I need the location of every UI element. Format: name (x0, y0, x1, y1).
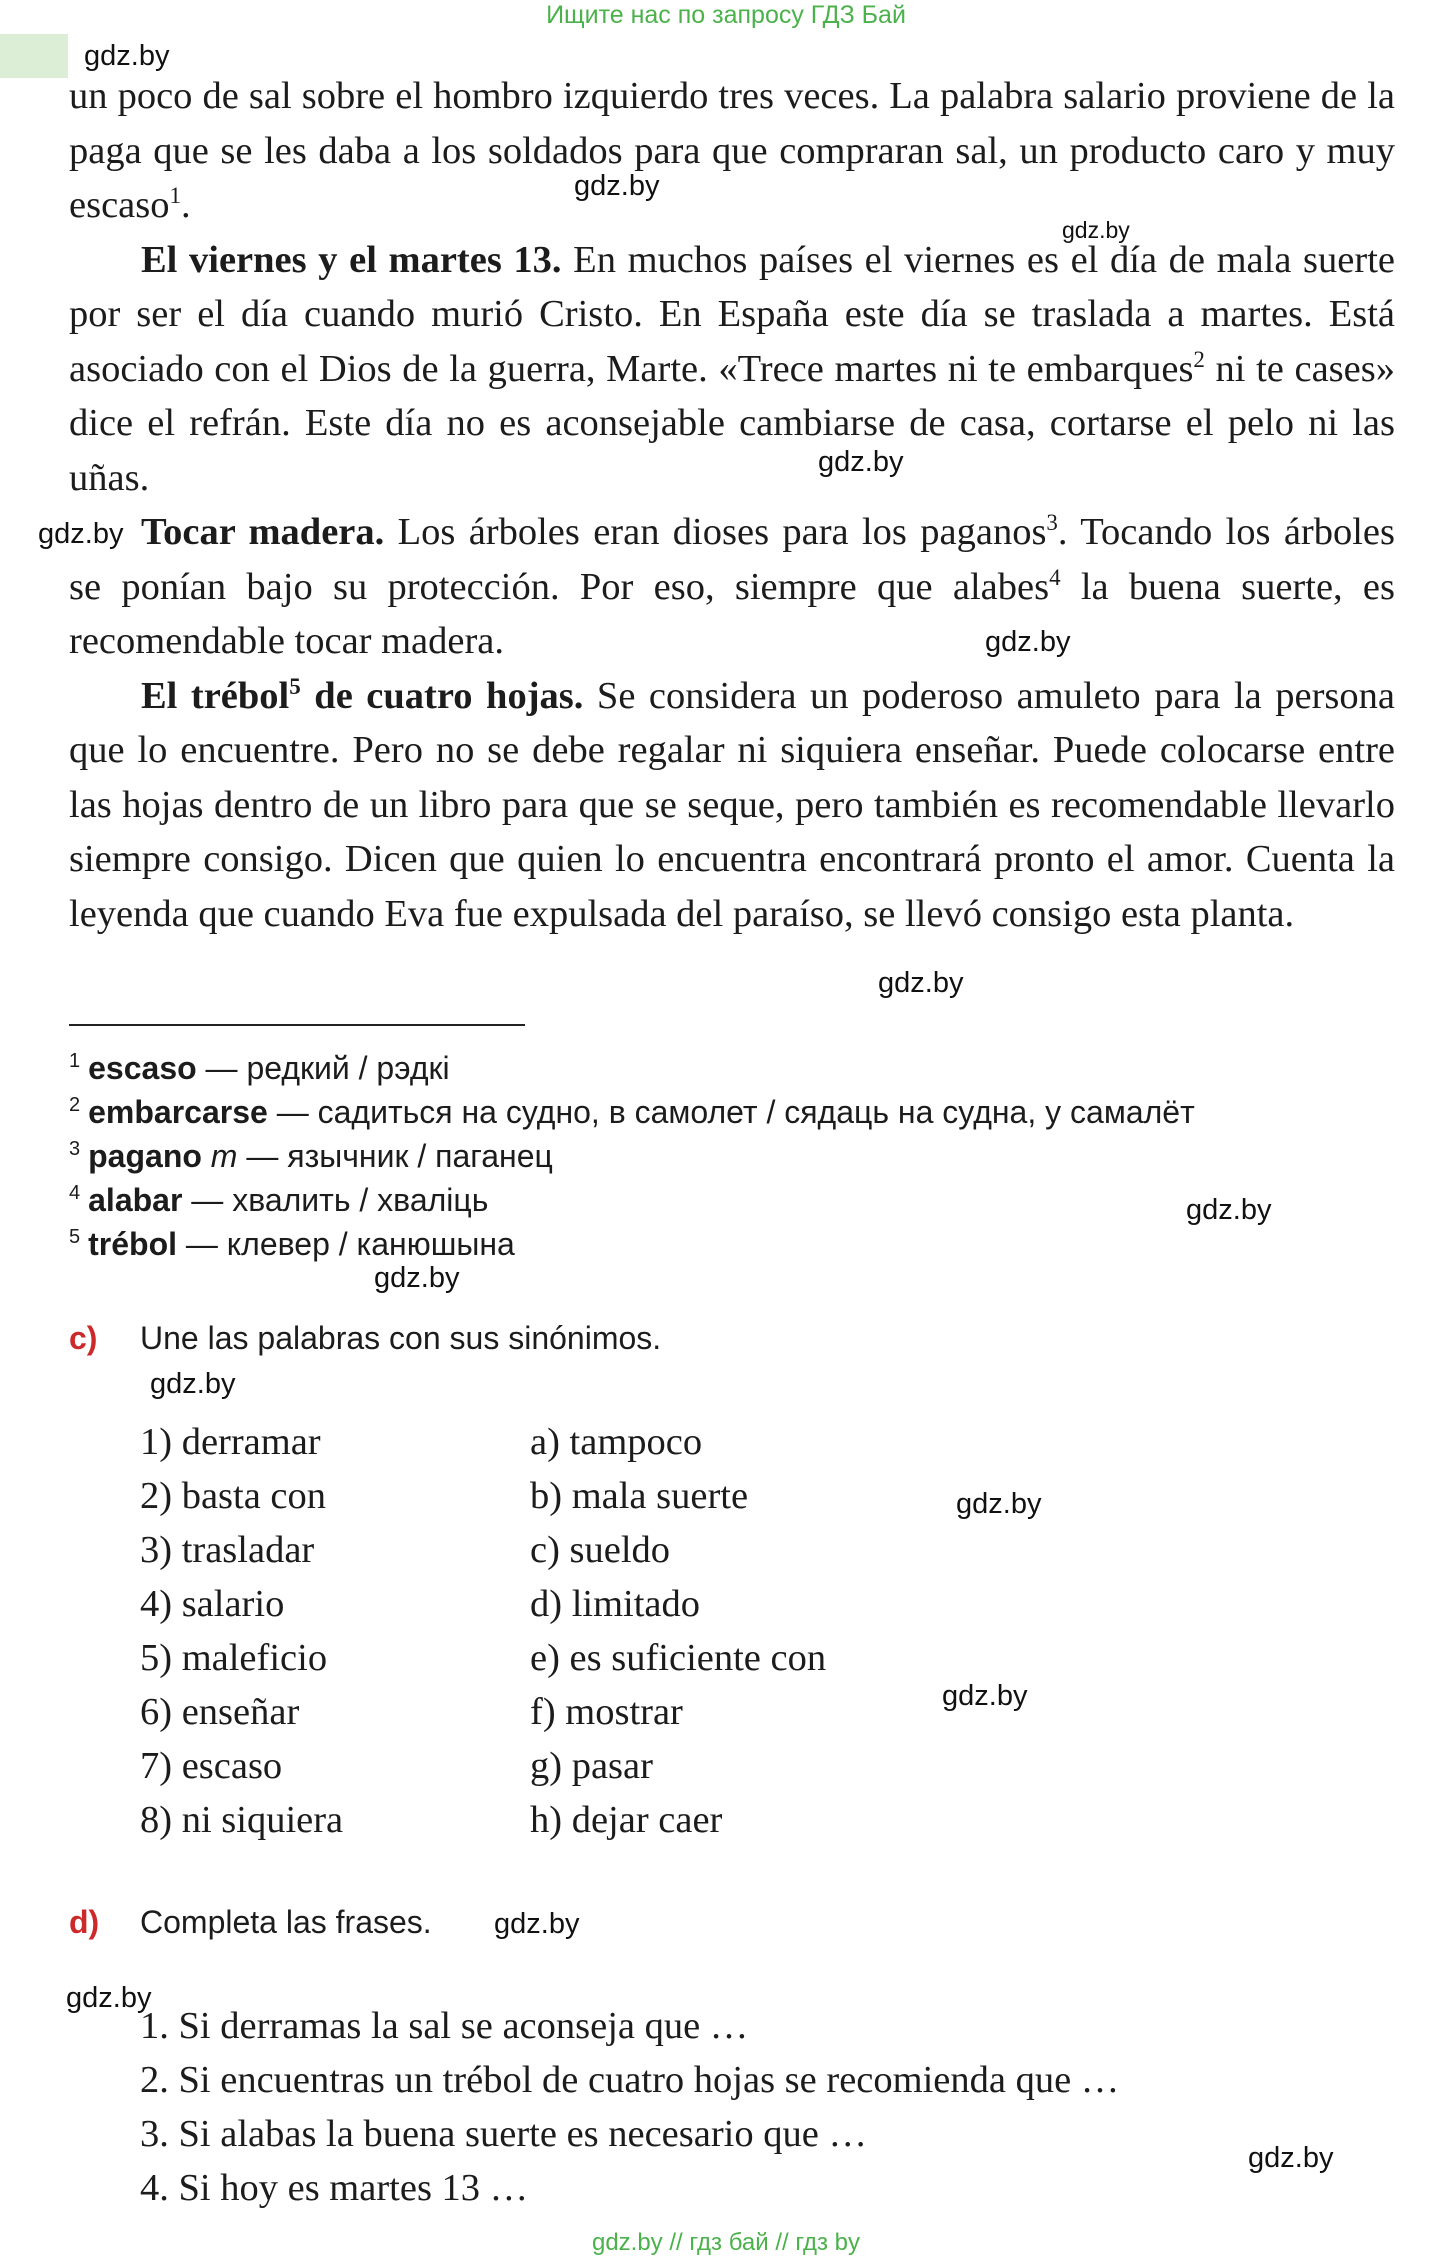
footnote-divider (69, 1024, 525, 1026)
match-left-item: 1) derramar (140, 1421, 321, 1463)
task-c-label: c) (69, 1320, 98, 1356)
match-right-item: b) mala suerte (530, 1475, 749, 1517)
bottom-banner: gdz.by // гдз бай // гдз by (591, 2229, 861, 2256)
watermark: gdz.by (1062, 217, 1130, 243)
task-c-instruction: Une las palabras con sus sinónimos. (140, 1320, 662, 1356)
match-left-item: 3) trasladar (140, 1529, 315, 1571)
paragraph-trebol: El trébol$^5$ de cuatro hojas. Se considera un poderoso amuleto para la persona que lo encuentre. Pero no se debe regalar ni siquiera enseñar. Puede colocarse entre las hojas dentro de un libro para que se seque, pero también es recomendable llevarlo siempre consigo. Dicen que quien lo encuentra encontrará pronto el amor. Cuenta la leyenda que cuando Eva fue expulsada del paraíso, se llevó consigo esta planta. (69, 673, 1396, 935)
watermark: gdz.by (1248, 2142, 1334, 2174)
paragraph-tocar-madera: Tocar madera. Los árboles eran dioses para los paganos$^3$. Tocando los árboles se ponían bajo su protección. Por eso, siempre que alabes$^4$ la buena suerte, es recomendable tocar madera. (69, 510, 1396, 662)
match-right-item: a) tampoco (530, 1421, 703, 1463)
match-left-item: 2) basta con (140, 1475, 327, 1517)
watermark: gdz.by (84, 40, 170, 72)
watermark: gdz.by (985, 626, 1071, 658)
footnote: $^5$ trébol — клевер / канюшына (69, 1226, 515, 1262)
paragraph-salt: un poco de sal sobre el hombro izquierdo tres veces. La palabra salario proviene de la paga que se les daba a los soldados para que compraran sal, un producto caro y muy escaso$^1$. (69, 75, 1395, 226)
match-right-item: e) es suficiente con (530, 1637, 827, 1679)
watermark: gdz.by (818, 446, 904, 478)
match-left-item: 7) escaso (140, 1745, 283, 1787)
watermark: gdz.by (942, 1680, 1028, 1712)
watermark: gdz.by (374, 1262, 460, 1294)
watermark: gdz.by (494, 1908, 580, 1940)
match-left-item: 6) enseñar (140, 1691, 300, 1733)
watermark: gdz.by (1186, 1194, 1272, 1226)
paragraph-tuesday-13: El viernes y el martes 13. En muchos países el viernes es el día de mala suerte por ser el día cuando murió Cristo. En España este día se traslada a martes. Está asociado con el Dios de la guerra, Marte. «Trece martes ni te embarques$^2$ ni te cases» dice el refrán. Este día no es aconsejable cambiarse de casa, cortarse el pelo ni las uñas. (69, 238, 1395, 499)
watermark: gdz.by (878, 967, 964, 999)
corner-tab (0, 34, 68, 78)
match-left-item: 8) ni siquiera (140, 1799, 344, 1841)
watermark: gdz.by (574, 170, 660, 202)
task-d-label: d) (69, 1904, 100, 1940)
watermark: gdz.by (38, 518, 124, 550)
footnote: $^4$ alabar — хвалить / хваліць (69, 1182, 489, 1218)
match-right-item: f) mostrar (530, 1691, 683, 1733)
watermark: gdz.by (150, 1368, 236, 1400)
task-d-instruction: Completa las frases. (140, 1904, 432, 1940)
reading-text (69, 69, 1395, 941)
phrase-item: 1. Si derramas la sal se aconseja que … (140, 2005, 749, 2047)
match-right-item: d) limitado (530, 1583, 701, 1625)
match-right-item: g) pasar (530, 1745, 653, 1787)
footnote: $^3$ pagano m — язычник / паганец (69, 1138, 553, 1174)
phrase-item: 4. Si hoy es martes 13 … (140, 2167, 529, 2209)
match-left-item: 4) salario (140, 1583, 285, 1625)
match-right-item: c) sueldo (530, 1529, 671, 1571)
top-banner: Ищите нас по запросу ГДЗ Бай (546, 1, 906, 29)
match-left-item: 5) maleficio (140, 1637, 328, 1679)
phrase-item: 2. Si encuentras un trébol de cuatro hojas se recomienda que … (140, 2059, 1120, 2101)
watermark: gdz.by (956, 1488, 1042, 1520)
footnote: $^2$ embarcarse — садиться на судно, в самолет / сядаць на судна, у самалёт (69, 1094, 1195, 1130)
match-right-item: h) dejar caer (530, 1799, 723, 1841)
footnote: $^1$ escaso — редкий / рэдкі (69, 1050, 450, 1086)
watermark: gdz.by (66, 1982, 152, 2014)
phrase-item: 3. Si alabas la buena suerte es necesario que … (140, 2113, 867, 2155)
